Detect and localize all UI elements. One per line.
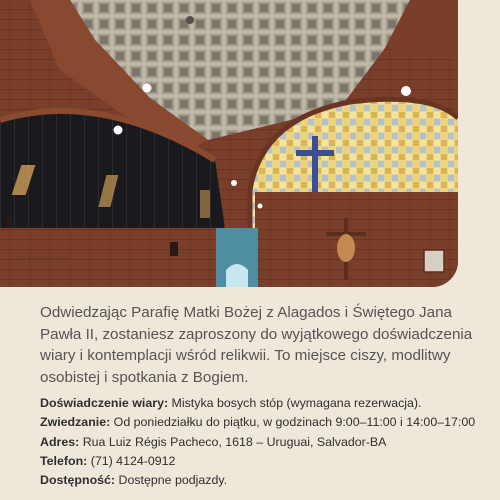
detail-value: Od poniedziałku do piątku, w godzinach 9:00–11:00 i 14:00–17:00 (110, 415, 476, 430)
detail-value: (71) 4124-0912 (87, 453, 176, 468)
detail-visiting-hours (40, 415, 480, 430)
detail-value: Rua Luiz Régis Pacheco, 1618 – Uruguai, Salvador-BA (79, 434, 387, 449)
detail-value: Mistyka bosych stóp (wymagana rezerwacja). (168, 396, 422, 410)
detail-phone (40, 454, 480, 469)
visit-details-list (40, 396, 480, 492)
detail-label: Dostępność: (40, 473, 116, 488)
detail-label: Adres: (40, 434, 80, 449)
detail-label: Zwiedzanie: (40, 415, 111, 430)
detail-label: Telefon: (40, 453, 88, 468)
detail-address (40, 435, 480, 450)
detail-faith-experience (40, 396, 480, 411)
svg-text:~ ~ ~ ~ ~ ~ ~: ~ ~ ~ ~ ~ ~ ~ (20, 254, 68, 264)
detail-accessibility (40, 473, 480, 488)
detail-value: Dostępne podjazdy. (115, 473, 228, 488)
detail-label: Doświadczenie wiary: (40, 396, 169, 410)
intro-paragraph: Odwiedzając Parafię Matki Bożej z Alagados i Świętego Jana Pawła II, zostaniesz zaproszony do wyjątkowego doświadczenia wiary i kontemplacji wśród relikwii. To miejsce ciszy, modlitwy osobistej i spotkania z Bogiem. (40, 304, 473, 386)
